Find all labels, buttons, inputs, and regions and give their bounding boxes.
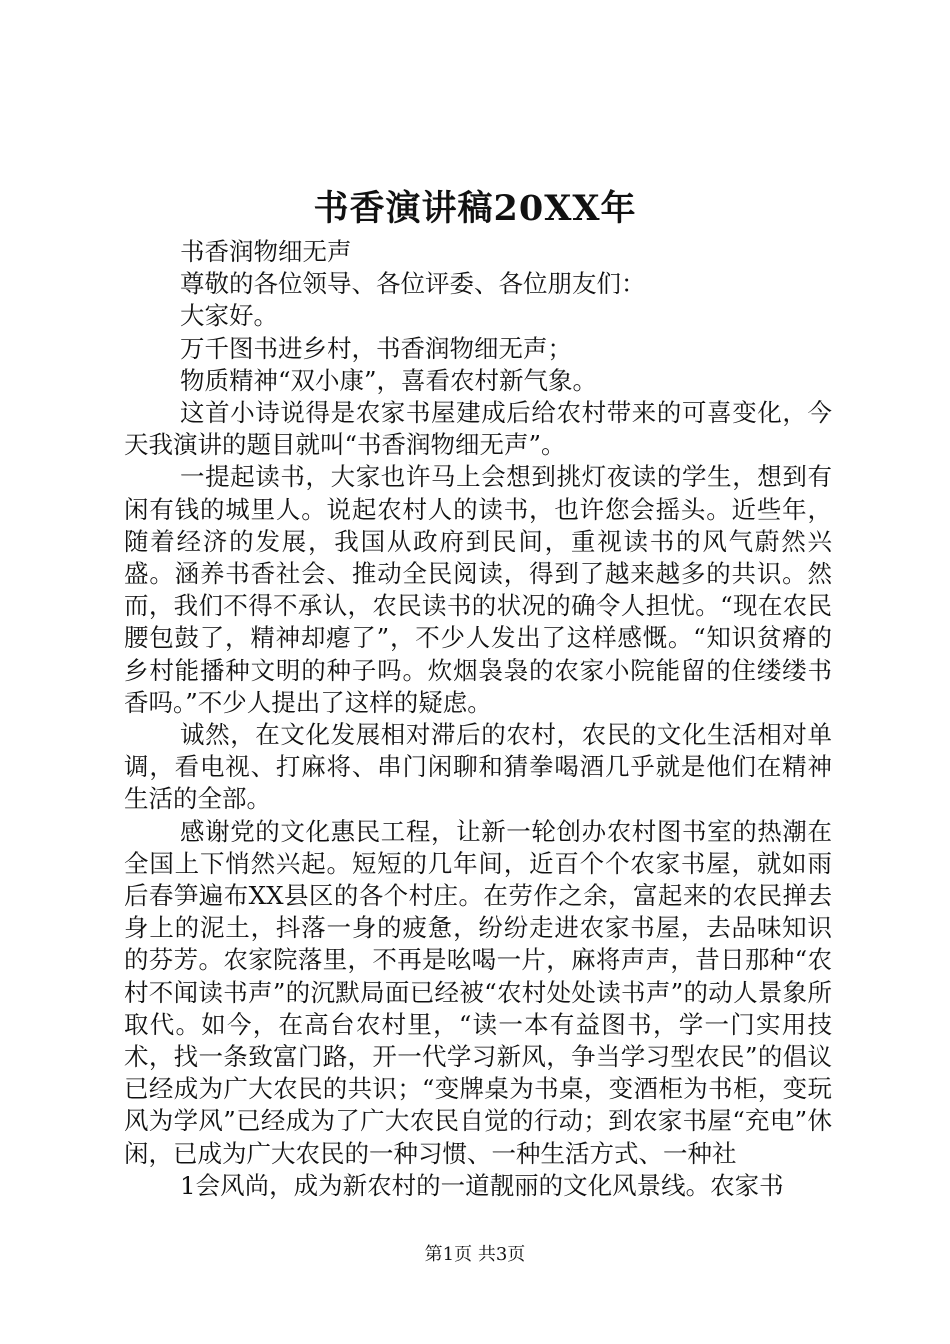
paragraph: 尊敬的各位领导、各位评委、各位朋友们： xyxy=(180,269,646,299)
paragraph: 万千图书进乡村，书香润物细无声； xyxy=(180,333,572,363)
paragraph: 这首小诗说得是农家书屋建成后给农村带来的可喜变化，今天我演讲的题目就叫“书香润物细无声”。 xyxy=(124,398,832,460)
page-footer: 第1页 共3页 xyxy=(424,1244,526,1265)
paragraph: 1会风尚，成为新农村的一道靓丽的文化风景线。农家书 xyxy=(180,1170,784,1200)
paragraph: 一提起读书，大家也许马上会想到挑灯夜读的学生，想到有闲有钱的城里人。说起农村人的读书，也许您会摇头。近些年，随着经济的发展，我国从政府到民间，重视读书的风气蔚然兴盛。涵养书香社会、推动全民阅读，得到了越来越多的共识。然而，我们不得不承认，农民读书的状况的确令人担忧。“现在农民腰包鼓了，精神却瘪了”，不少人发出了这样感慨。“知识贫瘠的乡村能播种文明的种子吗。炊烟袅袅的农家小院能留的住缕缕书香吗。”不少人提出了这样的疑虑。 xyxy=(124,462,832,717)
paragraph: 书香润物细无声 xyxy=(180,237,352,266)
paragraph: 诚然，在文化发展相对滞后的农村，农民的文化生活相对单调，看电视、打麻将、串门闲聊和猜拳喝酒几乎就是他们在精神生活的全部。 xyxy=(124,720,832,814)
paragraph: 感谢党的文化惠民工程，让新一轮创办农村图书室的热潮在全国上下悄然兴起。短短的几年间，近百个个农家书屋，就如雨后春笋遍布XX县区的各个村庄。在劳作之余，富起来的农民掸去身上的泥土，抖落一身的疲惫，纷纷走进农家书屋，去品味知识的芬芳。农家院落里，不再是吆喝一片，麻将声声，昔日那种“农村不闻读书声”的沉默局面已经被“农村处处读书声”的动人景象所取代。如今，在高台农村里，“读一本有益图书，学一门实用技术，找一条致富门路，开一代学习新风，争当学习型农民”的倡议已经成为广大农民的共识；“变牌桌为书桌，变酒柜为书柜，变玩风为学风”已经成为了广大农民自觉的行动；到农家书屋“充电”休闲，已成为广大农民的一种习惯、一种生活方式、一种社 xyxy=(124,816,832,1168)
paragraph: 物质精神“双小康”，喜看农村新气象。 xyxy=(180,365,598,395)
paragraph: 大家好。 xyxy=(180,301,278,331)
document-body xyxy=(124,236,832,1202)
document-title: 书香演讲稿20XX年 xyxy=(313,188,637,229)
